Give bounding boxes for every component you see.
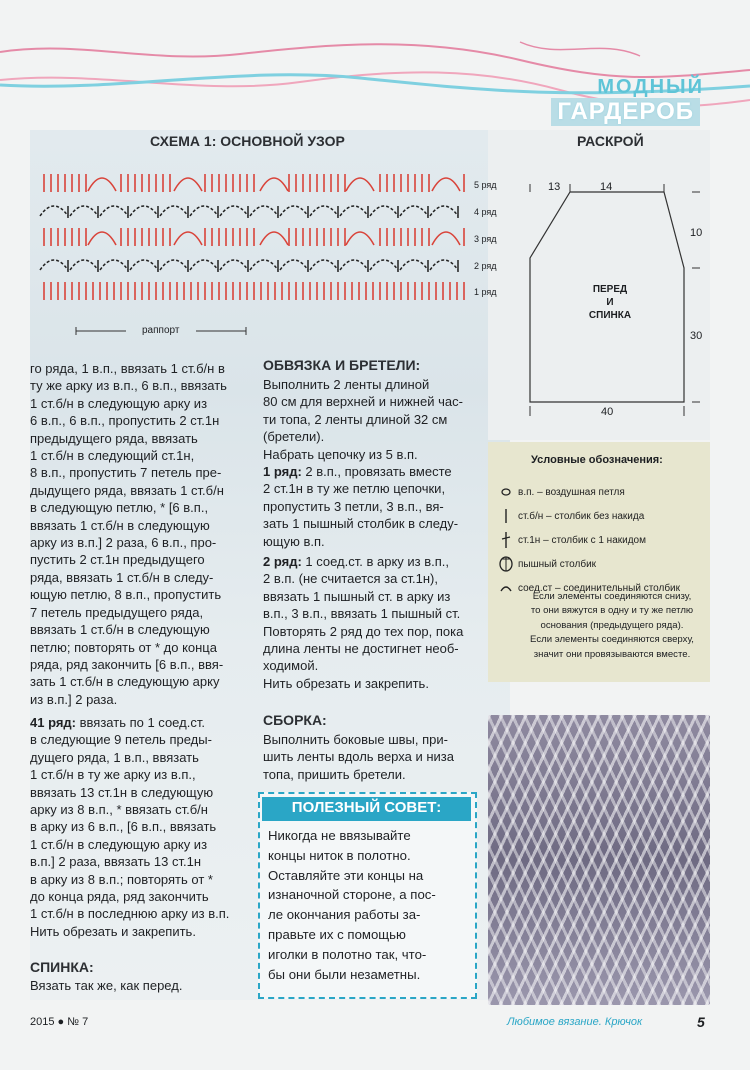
scheme-title: СХЕМА 1: ОСНОВНОЙ УЗОР xyxy=(150,133,345,149)
legend-item xyxy=(498,480,708,504)
tip-title: ПОЛЕЗНЫЙ СОВЕТ: xyxy=(291,799,442,816)
page-number: 5 xyxy=(697,1014,705,1030)
row41-label: 41 ряд: xyxy=(30,715,77,730)
chart-row-2 xyxy=(40,260,458,272)
chart-row-3 xyxy=(44,228,464,246)
magazine-title: Любимое вязание. Крючок xyxy=(507,1016,643,1028)
column1-text-a: го ряда, 1 в.п., ввязать 1 ст.б/н в ту же арку из в.п., 6 в.п., ввязать 1 ст.б/н в следующую арку из 6 в.п., 6 в.п., пропустить 2 ст.1н предыдущего ряда, ввязать 1 ст.б/н в следующий ст.1н, 8 в.п., пропустить 7 петель пре- дыдущего ряда, ввязать 1 ст.б/н в следующую петлю, * [6 в.п., ввязать 1 ст.б/н в следующую арку из в.п.] 2 раза, 6 в.п., про- пустить 2 ст.1н предыдущего ряда, ввязать 1 ст.б/н в следу- ющую петлю, 8 в.п., пропустить 7 петель предыдущего ряда, ввязать 1 ст.б/н в следующую петлю; повторять от * до конца ряда, ряд закончить [6 в.п., ввя- зать 1 ст.б/н в следующую арку из в.п.] 2 раза. xyxy=(30,361,227,707)
layout-title: РАСКРОЙ xyxy=(577,133,644,149)
strap-row1 xyxy=(263,463,483,550)
brand-line-2: ГАРДЕРОБ xyxy=(551,98,700,126)
piece-label-line-1: ПЕРЕД xyxy=(592,284,628,295)
chart-row-5 xyxy=(44,174,464,192)
puff-stitch-icon xyxy=(498,555,514,573)
issue-number: 2015 ● № 7 xyxy=(30,1016,89,1028)
dim-top-left: 13 xyxy=(548,181,561,193)
legend-list xyxy=(498,480,708,600)
straps-title: ОБВЯЗКА И БРЕТЕЛИ: xyxy=(263,357,421,373)
back-title: СПИНКА: xyxy=(30,959,94,975)
piece-label-line-2: И xyxy=(606,297,614,308)
dim-top-mid: 14 xyxy=(600,181,613,193)
legend-item xyxy=(498,504,708,528)
tip-text: Никогда не ввязывайте концы ниток в полотно. Оставляйте эти концы на изнаночной стороне, а пос- ле окончания работы за- правьте их с помощью иголки в полотно так, что- бы они были незаметны. xyxy=(268,828,436,982)
strap-row2 xyxy=(263,553,483,692)
legend-item-label: соед.ст – соединительный столбик xyxy=(518,582,681,594)
row-label-1: 1 ряд xyxy=(474,287,497,297)
brand-line-1: МОДНЫЙ xyxy=(597,76,704,98)
legend-item-label: ст.1н – столбик с 1 накидом xyxy=(518,534,646,546)
legend-title: Условные обозначения: xyxy=(531,454,663,466)
assembly-text: Выполнить боковые швы, при- шить ленты вдоль верха и низа топа, пришить бретели. xyxy=(263,732,454,782)
legend-item xyxy=(498,528,708,552)
chain-stitch-icon xyxy=(498,486,514,498)
dim-bottom: 40 xyxy=(601,406,614,418)
single-crochet-icon xyxy=(498,508,514,524)
row-label-2: 2 ряд xyxy=(474,261,497,271)
legend-note: Если элементы соединяются снизу, то они вяжутся в одну и ту же петлю основания (предыдущего ряда). Если элементы соединяются сверху, значит они провязываются вместе. xyxy=(530,591,694,660)
strap-row1-text: 2 в.п., провязать вместе 2 ст.1н в ту же петлю цепочки, пропустить 3 петли, 3 в.п., вя- зать 1 пышный столбик в следу- ющую в.п. xyxy=(263,464,459,549)
crochet-fabric-photo xyxy=(488,715,710,1005)
row41-block xyxy=(30,714,256,940)
legend-item-label: ст.б/н – столбик без накида xyxy=(518,510,645,522)
back-text: Вязать так же, как перед. xyxy=(30,978,183,993)
row-label-3: 3 ряд xyxy=(474,234,497,244)
chart-row-1 xyxy=(44,282,464,300)
dim-right-top: 10 xyxy=(690,227,703,239)
piece-label-line-3: СПИНКА xyxy=(588,310,632,321)
crochet-chart xyxy=(36,165,476,345)
assembly-title: СБОРКА: xyxy=(263,712,327,728)
legend-item xyxy=(498,552,708,576)
row41-text: ввязать по 1 соед.ст. в следующие 9 петель преды- дущего ряда, 1 в.п., ввязать 1 ст.б/н в ту же арку из в.п., ввязать 13 ст.1н в следующую арку из 8 в.п., * ввязать ст.б/н в арку из 6 в.п., [6 в.п., ввязать 1 ст.б/н в следующую арку из в.п.] 2 раза, ввязать 13 ст.1н в арку из 8 в.п.; повторять от * до конца ряда, ряд закончить 1 ст.б/н в последнюю арку из в.п. Нить обрезать и закрепить. xyxy=(30,715,230,939)
repeat-label: раппорт xyxy=(142,325,180,336)
row-label-5: 5 ряд xyxy=(474,180,497,190)
chart-row-4 xyxy=(40,206,458,218)
straps-text: Выполнить 2 ленты длиной 80 см для верхней и нижней час- ти топа, 2 ленты длиной 32 см (бретели). Набрать цепочку из 5 в.п. xyxy=(263,377,463,462)
legend-item-label: пышный столбик xyxy=(518,558,597,570)
row-label-4: 4 ряд xyxy=(474,207,497,217)
strap-row2-label: 2 ряд: xyxy=(263,554,302,569)
strap-row1-label: 1 ряд: xyxy=(263,464,302,479)
strap-row2-text: 1 соед.ст. в арку из в.п., 2 в.п. (не считается за ст.1н), ввязать 1 пышный ст. в арку из в.п., 3 в.п., ввязать 1 пышный ст. Повторять 2 ряд до тех пор, пока длина ленты не достигнет необ- ходимой. Нить обрезать и закрепить. xyxy=(263,554,464,691)
dim-right-mid: 30 xyxy=(690,330,703,342)
double-crochet-icon xyxy=(498,531,514,549)
piece-label xyxy=(560,283,660,322)
legend-item-label: в.п. – воздушная петля xyxy=(518,486,625,498)
